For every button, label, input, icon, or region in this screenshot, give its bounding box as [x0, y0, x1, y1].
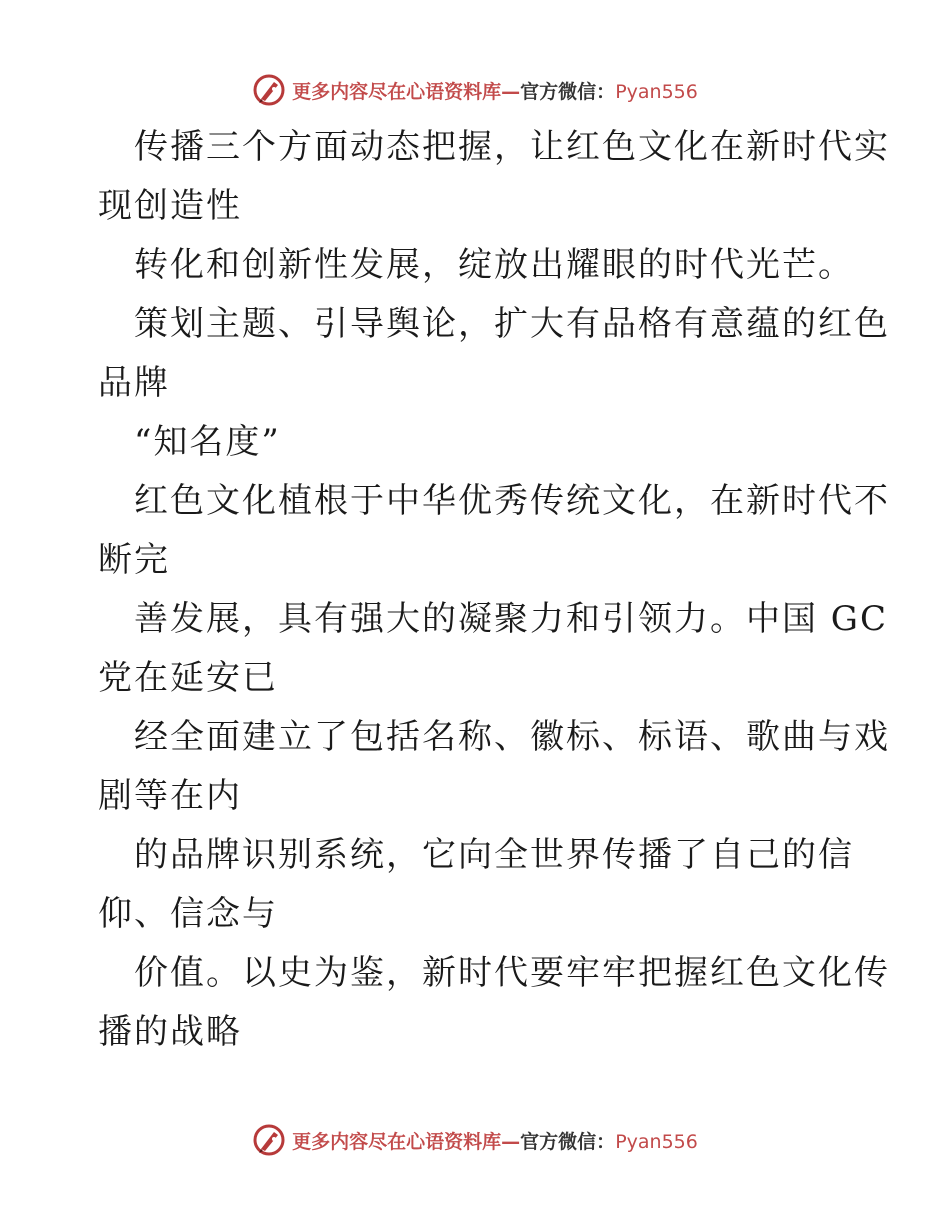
banner-text	[292, 77, 698, 104]
banner-text	[292, 1127, 698, 1154]
text-line: 的品牌识别系统，它向全世界传播了自己的信	[134, 835, 854, 875]
pen-logo-icon	[252, 1123, 286, 1157]
text-line: 善发展，具有强大的凝聚力和引领力。中国 GC	[134, 599, 888, 639]
pen-logo-icon	[252, 73, 286, 107]
banner-wechat-label: 官方微信：	[520, 80, 616, 103]
text-line: 仰、信念与	[98, 894, 278, 934]
text-line: 播的战略	[98, 1012, 242, 1052]
text-line: 剧等在内	[98, 776, 242, 816]
text-line: 现创造性	[98, 186, 242, 226]
document-body	[98, 118, 890, 1062]
text-line: “知名度”	[134, 422, 281, 462]
text-line: 红色文化植根于中华优秀传统文化，在新时代不	[134, 481, 890, 521]
banner-wechat-label: 官方微信：	[520, 1130, 616, 1153]
banner-slogan: 更多内容尽在心语资料库—	[292, 1130, 521, 1153]
text-line: 转化和创新性发展，绽放出耀眼的时代光芒。	[134, 245, 854, 285]
footer-banner	[0, 1120, 950, 1160]
banner-wechat-id: Pyan556	[615, 80, 698, 103]
text-line: 断完	[98, 540, 170, 580]
text-line: 价值。以史为鉴，新时代要牢牢把握红色文化传	[134, 953, 890, 993]
text-line: 策划主题、引导舆论，扩大有品格有意蕴的红色	[134, 304, 890, 344]
header-banner	[0, 70, 950, 110]
banner-wechat-id: Pyan556	[615, 1130, 698, 1153]
text-line: 传播三个方面动态把握，让红色文化在新时代实	[134, 127, 890, 167]
text-line: 经全面建立了包括名称、徽标、标语、歌曲与戏	[134, 717, 890, 757]
text-line: 党在延安已	[98, 658, 278, 698]
text-line: 品牌	[98, 363, 170, 403]
banner-slogan: 更多内容尽在心语资料库—	[292, 80, 521, 103]
